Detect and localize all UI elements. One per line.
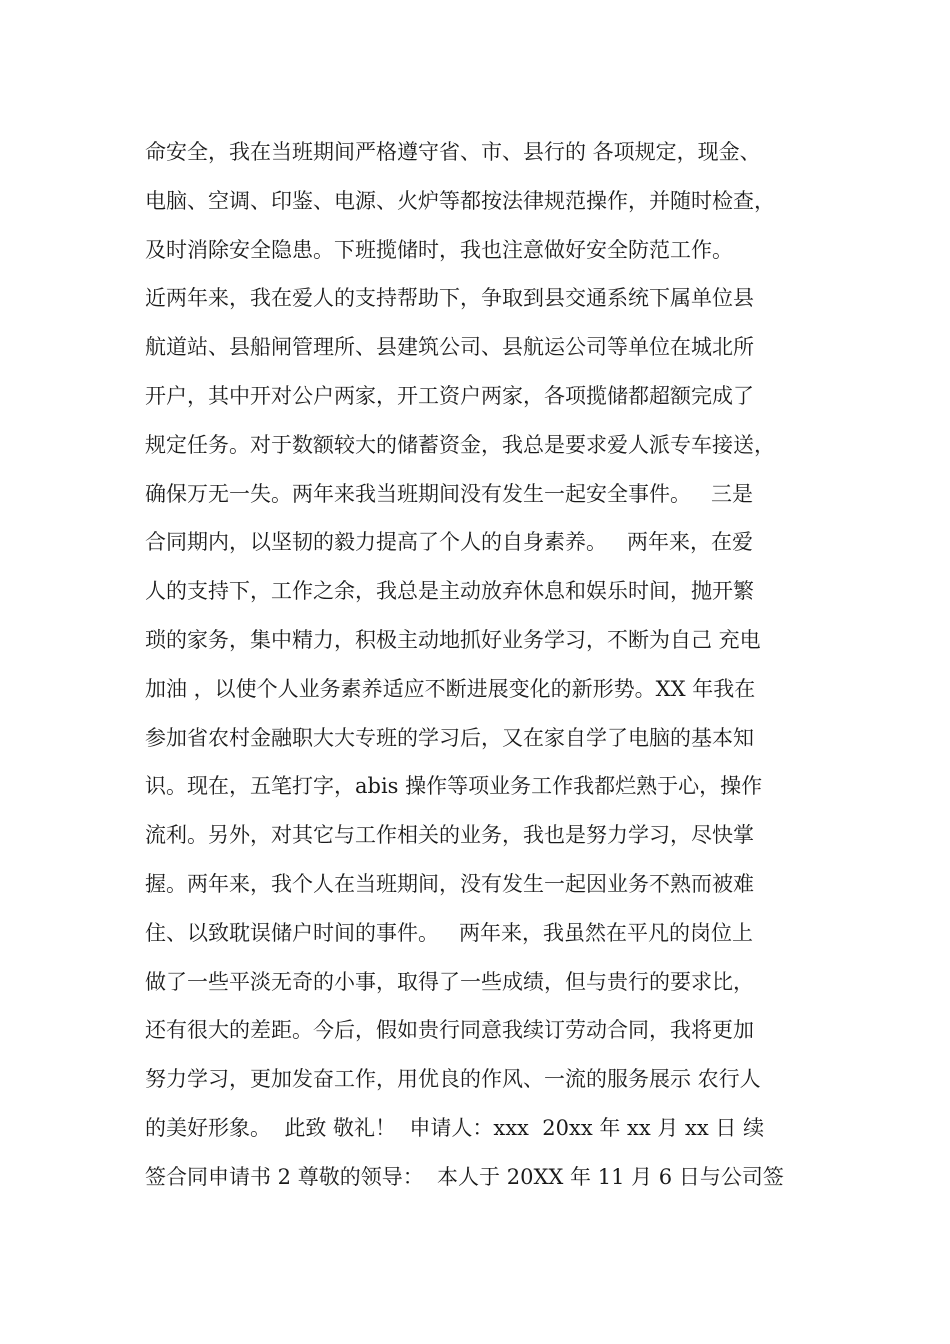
text-line: 人的支持下，工作之余，我总是主动放弃休息和娱乐时间，抛开繁 [145,579,754,604]
letter-body [145,128,845,1202]
text-line: 合同期内，以坚韧的毅力提高了个人的自身素养。 两年来，在爱 [145,530,754,555]
text-line: 开户，其中开对公户两家，开工资户两家，各项揽储都超额完成了 [145,383,754,408]
text-line: 住、以致耽误储户时间的事件。 两年来，我虽然在平凡的岗位上 [145,920,754,945]
text-line: 琐的家务，集中精力，积极主动地抓好业务学习，不断为自己 充电 [145,627,761,652]
text-line: 识。现在，五笔打字，abis 操作等项业务工作我都烂熟于心，操作 [145,774,763,799]
text-line: 加油 ，以使个人业务素养适应不断进展变化的新形势。XX 年我在 [145,676,756,701]
text-line: 参加省农村金融职大大专班的学习后，又在家自学了电脑的基本知 [145,725,754,750]
text-line: 近两年来，我在爱人的支持帮助下，争取到县交通系统下属单位县 [145,286,754,311]
text-line: 做了一些平淡无奇的小事，取得了一些成绩，但与贵行的要求比， [145,969,754,994]
text-line: 命安全，我在当班期间严格遵守省、市、县行的 各项规定，现金、 [145,140,761,164]
text-line: 航道站、县船闸管理所、县建筑公司、县航运公司等单位在城北所 [145,335,754,360]
text-line: 还有很大的差距。今后，假如贵行同意我续订劳动合同，我将更加 [145,1018,754,1043]
text-line: 签合同申请书 2 尊敬的领导： 本人于 20XX 年 11 月 6 日与公司签 [145,1164,784,1189]
text-line: 流利。另外，对其它与工作相关的业务，我也是努力学习，尽快掌 [145,823,754,848]
text-line: 及时消除安全隐患。下班揽储时，我也注意做好安全防范工作。 [145,237,733,262]
text-line: 确保万无一失。两年来我当班期间没有发生一起安全事件。 三是 [145,481,754,506]
text-line: 电脑、空调、印鉴、电源、火炉等都按法律规范操作，并随时检查， [145,188,775,213]
text-line: 规定任务。对于数额较大的储蓄资金，我总是要求爱人派专车接送， [145,432,775,457]
text-line: 努力学习，更加发奋工作，用优良的作风、一流的服务展示 农行人 [145,1067,761,1092]
text-line: 的美好形象。 此致 敬礼！ 申请人：xxx 20xx 年 xx 月 xx 日 续 [145,1115,765,1140]
text-line: 握。两年来，我个人在当班期间，没有发生一起因业务不熟而被难 [145,871,754,896]
